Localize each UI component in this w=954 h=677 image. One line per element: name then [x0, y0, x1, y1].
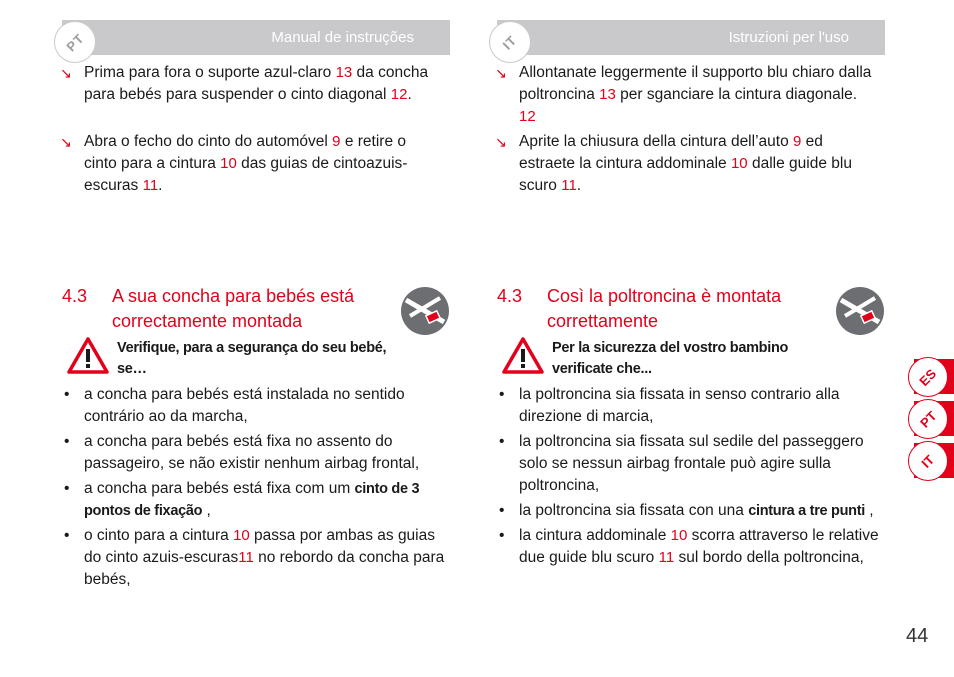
reference-number: 11 [561, 177, 577, 194]
list-item: • a concha para bebés está fixa no assento do passageiro, se não existir nenhum airbag frontal, [62, 431, 452, 475]
list-item: • la poltroncina sia fissata sul sedile del passeggero solo se nessun airbag frontale può agire sulla poltroncina, [497, 431, 887, 497]
left-header [62, 20, 450, 55]
arrow-down-right-icon: ↘ [60, 65, 72, 81]
reference-number: 11 [238, 549, 254, 566]
arrow-down-right-icon: ↘ [60, 134, 72, 150]
step-item: ↘ Aprite la chiusura della cintura dell’auto 9 ed estraete la cintura addominale 10 dalle guide blu scuro 11. [495, 133, 852, 194]
reference-number: 10 [220, 155, 237, 172]
step-item: ↘ Allontanate leggermente il supporto blu chiaro dalla poltroncina 13 per sganciare la cintura diagonale. 12 [495, 64, 872, 125]
list-item: • a concha para bebés está instalada no sentido contrário ao da marcha, [62, 384, 452, 428]
reference-number: 11 [142, 177, 159, 194]
step-item: ↘ Abra o fecho do cinto do automóvel 9 e retire o cinto para a cintura 10 das guias de cintoazuis-escuras 11. [60, 133, 408, 194]
seatbelt-icon [400, 286, 450, 336]
reference-number: 10 [233, 527, 250, 544]
section-title: A sua concha para bebés está correctamente montada [112, 286, 355, 331]
reference-number: 13 [335, 64, 353, 81]
list-item: • o cinto para a cintura 10 passa por ambas as guias do cinto azuis-escuras11 no rebordo da concha para bebés, [62, 525, 452, 591]
language-badge-it: IT [489, 21, 531, 63]
header-title: Istruzioni per l'uso [728, 29, 849, 46]
header-title: Manual de instruções [271, 29, 414, 46]
section-number: 4.3 [62, 286, 88, 306]
list-item: • a concha para bebés está fixa com um cinto de 3 pontos de fixação , [62, 478, 452, 522]
reference-number: 12 [519, 108, 536, 125]
reference-number: 13 [599, 86, 616, 103]
list-item: • la poltroncina sia fissata in senso contrario alla direzione di marcia, [497, 384, 887, 428]
reference-number: 10 [730, 155, 748, 172]
checklist [497, 384, 887, 572]
arrow-down-right-icon: ↘ [495, 65, 507, 81]
page-number: 44 [906, 625, 929, 647]
reference-number: 10 [670, 527, 688, 544]
language-badge-pt: PT [54, 21, 96, 63]
list-item: • la cintura addominale 10 scorra attraverso le relative due guide blu scuro 11 sul bordo della poltroncina, [497, 525, 887, 569]
list-item: • la poltroncina sia fissata con una cintura a tre punti , [497, 500, 887, 522]
seatbelt-icon [835, 286, 885, 336]
section-title: Così la poltroncina è montata correttamente [547, 286, 782, 331]
tab-pt[interactable]: PT [914, 401, 954, 436]
warning-triangle-icon [502, 337, 544, 374]
reference-number: 9 [793, 133, 802, 150]
warning-triangle-icon [67, 337, 109, 374]
step-item: ↘ Prima para fora o suporte azul-claro 13 da concha para bebés para suspender o cinto diagonal 12. [60, 64, 429, 103]
checklist [62, 384, 452, 594]
reference-number: 11 [658, 549, 675, 566]
warning-text: Per la sicurezza del vostro bambino verificate che... [552, 340, 789, 377]
reference-number: 9 [332, 133, 341, 150]
warning-text: Verifique, para a segurança do seu bebé, se… [117, 340, 387, 377]
reference-number: 12 [390, 86, 408, 103]
tab-it[interactable]: IT [914, 443, 954, 478]
right-header [497, 20, 885, 55]
tab-es[interactable]: ES [914, 359, 954, 394]
arrow-down-right-icon: ↘ [495, 134, 507, 150]
section-number: 4.3 [497, 286, 523, 306]
